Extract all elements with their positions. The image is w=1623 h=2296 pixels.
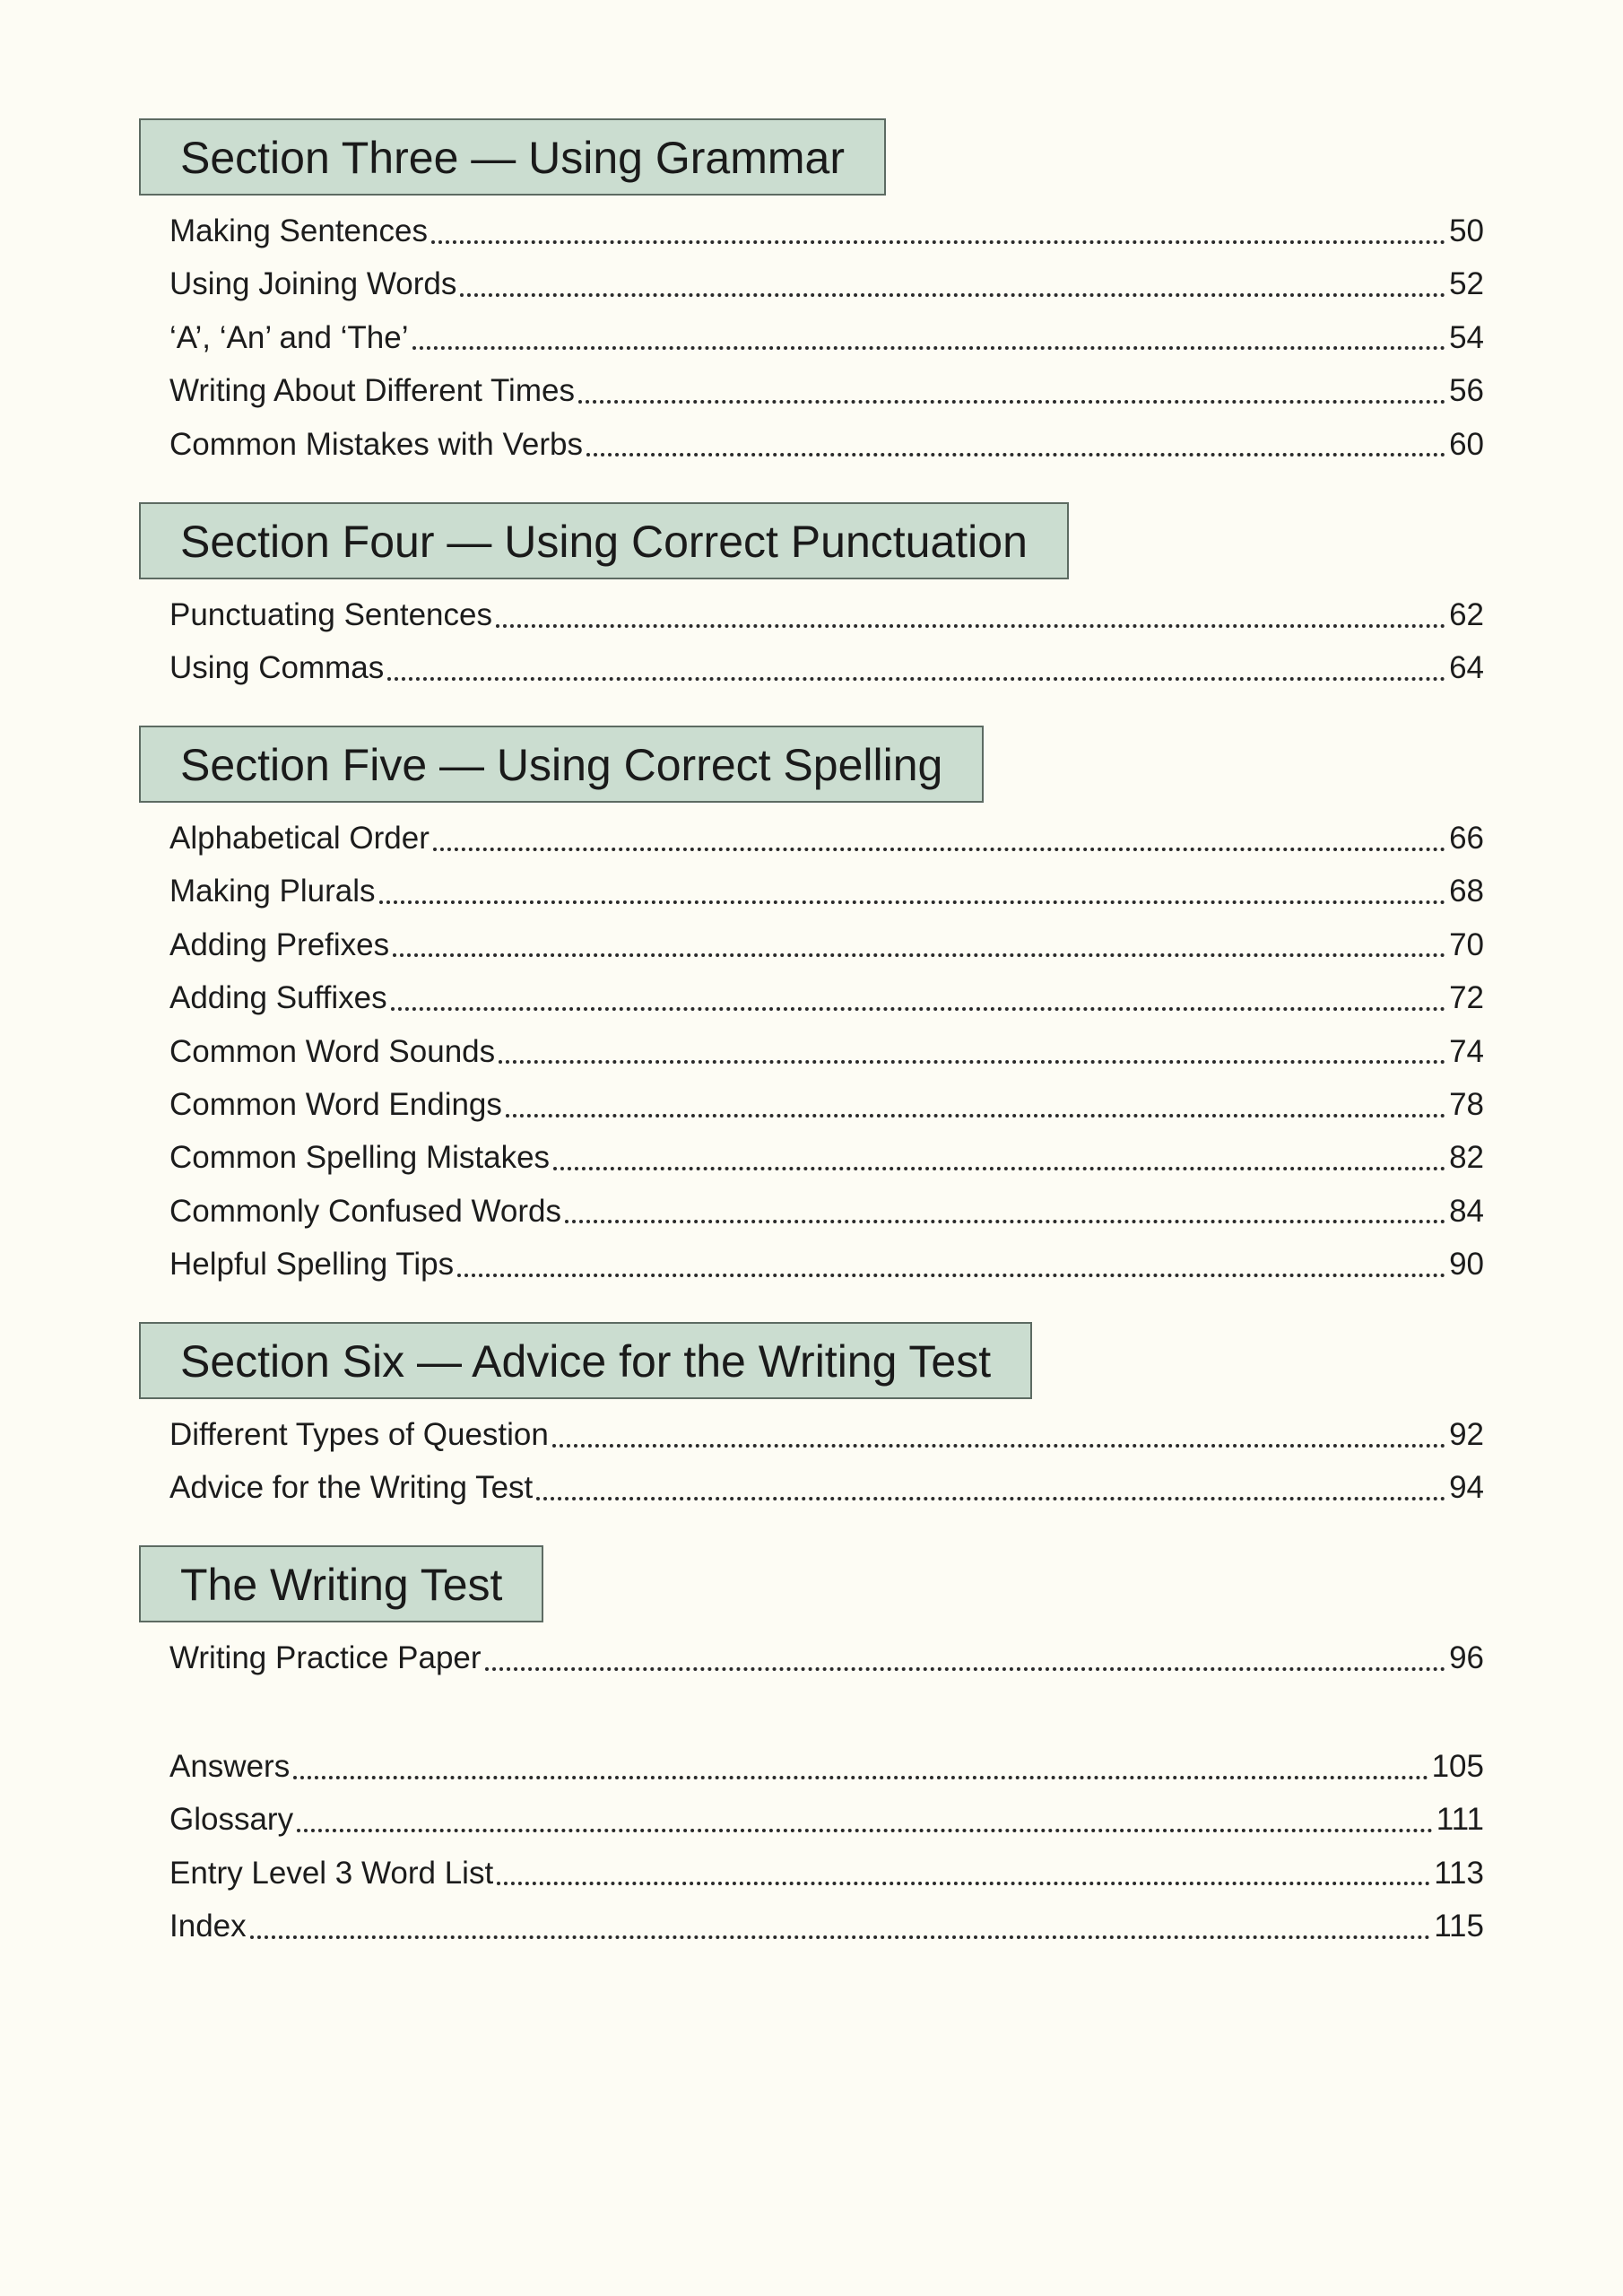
entry-title: Adding Prefixes — [169, 926, 390, 962]
back-matter-entries — [139, 1740, 1484, 1953]
entry-page-number: 111 — [1436, 1802, 1484, 1838]
toc-entry[interactable] — [139, 1408, 1484, 1461]
dot-leader — [457, 1274, 1445, 1277]
entry-page-number: 96 — [1449, 1640, 1484, 1675]
section-five — [139, 726, 1484, 1292]
entry-page-number: 64 — [1449, 650, 1484, 686]
entry-title: Making Sentences — [169, 213, 428, 248]
toc-entry[interactable] — [139, 1900, 1484, 1952]
toc-entry[interactable] — [139, 641, 1484, 694]
toc-entry[interactable] — [139, 1740, 1484, 1793]
entry-page-number: 56 — [1449, 373, 1484, 409]
toc-entry[interactable] — [139, 1461, 1484, 1514]
entry-title: Using Joining Words — [169, 266, 457, 302]
dot-leader — [536, 1497, 1445, 1500]
entry-page-number: 113 — [1434, 1855, 1484, 1891]
entry-page-number: 115 — [1434, 1909, 1484, 1944]
toc-entry[interactable] — [139, 311, 1484, 364]
section-heading: Section Three — Using Grammar — [139, 118, 886, 196]
entry-title: Index — [169, 1909, 247, 1944]
toc-entry[interactable] — [139, 257, 1484, 310]
entry-page-number: 72 — [1449, 980, 1484, 1016]
dot-leader — [460, 293, 1445, 297]
toc-entry[interactable] — [139, 1078, 1484, 1131]
entry-page-number: 68 — [1449, 874, 1484, 909]
section-entries — [139, 1408, 1484, 1515]
dot-leader — [379, 900, 1446, 904]
dot-leader — [412, 346, 1446, 350]
toc-entry[interactable] — [139, 812, 1484, 865]
toc-entry[interactable] — [139, 364, 1484, 417]
entry-page-number: 74 — [1449, 1033, 1484, 1069]
section-heading: Section Four — Using Correct Punctuation — [139, 502, 1069, 579]
toc-entry[interactable] — [139, 588, 1484, 641]
toc-entry[interactable] — [139, 1793, 1484, 1846]
dot-leader — [391, 1007, 1445, 1011]
entry-page-number: 54 — [1449, 319, 1484, 355]
section-entries — [139, 588, 1484, 695]
dot-leader — [433, 848, 1445, 851]
dot-leader — [552, 1444, 1445, 1448]
entry-title: Making Plurals — [169, 874, 376, 909]
entry-title: Punctuating Sentences — [169, 597, 492, 632]
section-four — [139, 502, 1484, 695]
entry-title: Answers — [169, 1749, 291, 1784]
dot-leader — [387, 677, 1445, 681]
entry-page-number: 62 — [1449, 597, 1484, 632]
entry-title: Adding Suffixes — [169, 980, 387, 1016]
section-writing-test — [139, 1545, 1484, 1684]
entry-title: Different Types of Question — [169, 1417, 549, 1452]
entry-title: Using Commas — [169, 650, 385, 686]
dot-leader — [553, 1167, 1445, 1170]
section-heading: Section Six — Advice for the Writing Test — [139, 1322, 1032, 1399]
entry-title: Entry Level 3 Word List — [169, 1855, 494, 1891]
dot-leader — [586, 453, 1445, 457]
entry-title: Alphabetical Order — [169, 821, 430, 856]
toc-entry[interactable] — [139, 418, 1484, 471]
entry-page-number: 94 — [1449, 1470, 1484, 1506]
entry-title: Commonly Confused Words — [169, 1193, 562, 1229]
section-six — [139, 1322, 1484, 1515]
section-entries — [139, 1631, 1484, 1684]
dot-leader — [297, 1829, 1433, 1832]
entry-title: Advice for the Writing Test — [169, 1470, 534, 1506]
section-three — [139, 118, 1484, 471]
dot-leader — [496, 624, 1445, 628]
dot-leader — [293, 1776, 1428, 1779]
dot-leader — [250, 1935, 1431, 1939]
dot-leader — [499, 1060, 1445, 1064]
entry-title: Glossary — [169, 1802, 294, 1838]
section-heading: The Writing Test — [139, 1545, 543, 1622]
toc-entry[interactable] — [139, 1631, 1484, 1684]
toc-entry[interactable] — [139, 204, 1484, 257]
section-entries — [139, 812, 1484, 1292]
toc-entry[interactable] — [139, 1847, 1484, 1900]
entry-page-number: 66 — [1449, 821, 1484, 856]
entry-title: Helpful Spelling Tips — [169, 1247, 455, 1283]
entry-page-number: 90 — [1449, 1247, 1484, 1283]
entry-page-number: 92 — [1449, 1417, 1484, 1452]
entry-title: Common Word Sounds — [169, 1033, 496, 1069]
dot-leader — [506, 1114, 1445, 1118]
entry-title: Common Mistakes with Verbs — [169, 426, 583, 462]
entry-title: Writing About Different Times — [169, 373, 575, 409]
entry-page-number: 52 — [1449, 266, 1484, 302]
toc-entry[interactable] — [139, 1238, 1484, 1291]
entry-title: Common Word Endings — [169, 1086, 502, 1122]
toc-entry[interactable] — [139, 918, 1484, 971]
toc-entry[interactable] — [139, 865, 1484, 918]
toc-entry[interactable] — [139, 1185, 1484, 1238]
dot-leader — [565, 1220, 1445, 1223]
entry-page-number: 50 — [1449, 213, 1484, 248]
dot-leader — [497, 1882, 1430, 1885]
dot-leader — [431, 240, 1445, 244]
back-matter — [139, 1740, 1484, 1953]
section-entries — [139, 204, 1484, 471]
toc-entry[interactable] — [139, 971, 1484, 1024]
dot-leader — [393, 953, 1445, 957]
entry-page-number: 60 — [1449, 426, 1484, 462]
dot-leader — [578, 400, 1445, 404]
entry-page-number: 105 — [1431, 1749, 1484, 1784]
entry-page-number: 78 — [1449, 1086, 1484, 1122]
entry-title: Writing Practice Paper — [169, 1640, 482, 1675]
entry-title: ‘A’, ‘An’ and ‘The’ — [169, 319, 409, 355]
entry-title: Common Spelling Mistakes — [169, 1140, 551, 1176]
toc-entry[interactable] — [139, 1131, 1484, 1184]
dot-leader — [485, 1667, 1446, 1671]
toc-entry[interactable] — [139, 1025, 1484, 1078]
section-heading: Section Five — Using Correct Spelling — [139, 726, 984, 803]
entry-page-number: 70 — [1449, 926, 1484, 962]
entry-page-number: 84 — [1449, 1193, 1484, 1229]
entry-page-number: 82 — [1449, 1140, 1484, 1176]
